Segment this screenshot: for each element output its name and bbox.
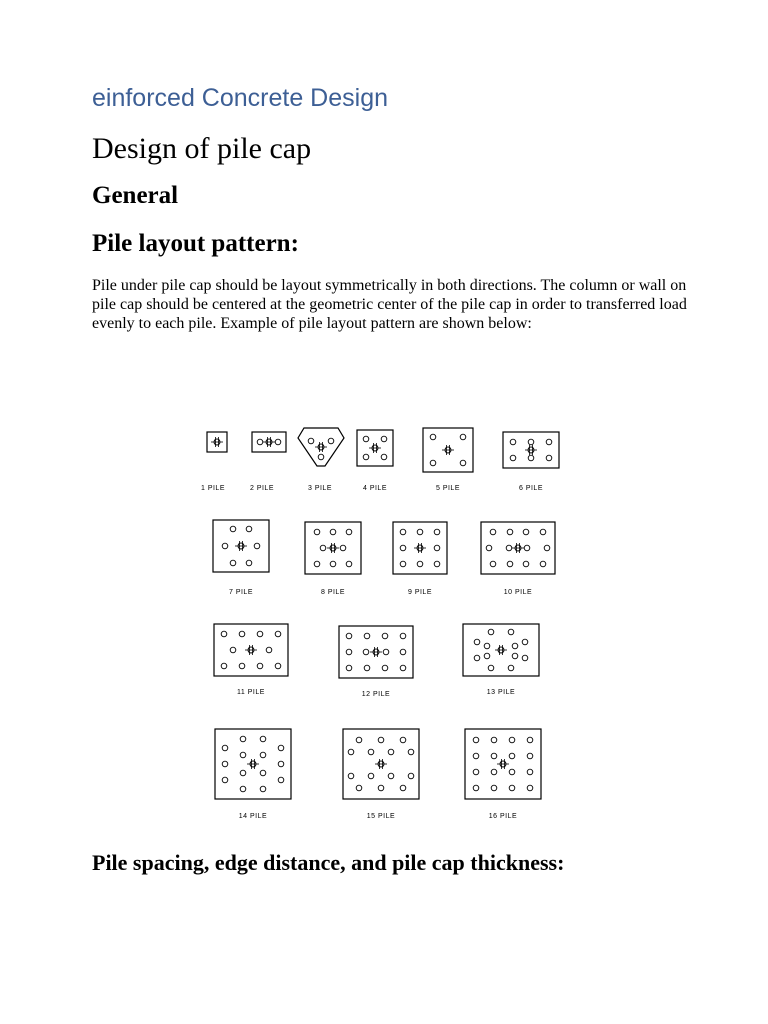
pile-circle: [544, 545, 550, 551]
pile-circle: [308, 438, 314, 444]
pile-cap-label: 7 PILE: [228, 589, 254, 596]
pile-circle: [508, 665, 514, 671]
pile-circle: [508, 629, 514, 635]
pile-circle: [363, 649, 369, 655]
pile-circle: [383, 649, 389, 655]
pile-circle: [368, 773, 374, 779]
pile-circle: [400, 529, 406, 535]
pile-cap-label: 16 PILE: [488, 813, 518, 820]
pile-circle: [434, 529, 440, 535]
pile-circle: [430, 460, 436, 466]
pile-circle: [491, 769, 497, 775]
pile-circle: [260, 752, 266, 758]
pile-circle: [381, 436, 387, 442]
pile-circle: [257, 439, 263, 445]
pile-circle: [528, 455, 534, 461]
pile-circle: [527, 737, 533, 743]
pile-circle: [540, 529, 546, 535]
pile-circle: [523, 529, 529, 535]
pile-circle: [510, 455, 516, 461]
pile-circle: [346, 529, 352, 535]
pile-circle: [381, 454, 387, 460]
pile-cap-label: 6 PILE: [518, 485, 544, 492]
pile-circle: [230, 560, 236, 566]
pile-circle: [408, 773, 414, 779]
pile-cap-label: 11 PILE: [237, 689, 265, 696]
pile-circle: [368, 749, 374, 755]
pile-circle: [254, 543, 260, 549]
pile-cap-label: 2 PILE: [249, 485, 275, 492]
subsection-heading-spacing: Pile spacing, edge distance, and pile cap thickness:: [92, 850, 565, 875]
pile-circle: [540, 561, 546, 567]
pile-circle: [382, 665, 388, 671]
pile-cap-label: 8 PILE: [320, 589, 346, 596]
pile-cap-label: 3 PILE: [307, 485, 333, 492]
pile-circle: [491, 753, 497, 759]
pile-circle: [328, 438, 334, 444]
pile-circle: [356, 785, 362, 791]
pile-circle: [240, 752, 246, 758]
pile-circle: [240, 736, 246, 742]
pile-circle: [260, 736, 266, 742]
pile-circle: [488, 665, 494, 671]
pile-circle: [417, 561, 423, 567]
pile-circle: [222, 745, 228, 751]
pile-circle: [473, 737, 479, 743]
pile-circle: [275, 631, 281, 637]
pile-circle: [473, 769, 479, 775]
pile-cap-label: 5 PILE: [435, 485, 461, 492]
pile-circle: [222, 777, 228, 783]
pile-circle: [240, 786, 246, 792]
pile-circle: [275, 663, 281, 669]
pile-circle: [314, 529, 320, 535]
pile-circle: [348, 749, 354, 755]
pile-circle: [340, 545, 346, 551]
pile-circle: [275, 439, 281, 445]
pile-cap-label: 10 PILE: [503, 589, 533, 596]
pile-circle: [528, 439, 534, 445]
pile-circle: [491, 737, 497, 743]
pile-circle: [509, 737, 515, 743]
pile-circle: [266, 647, 272, 653]
pile-circle: [512, 653, 518, 659]
subsection-heading-layout: Pile layout pattern:: [92, 230, 299, 257]
pile-circle: [240, 770, 246, 776]
pile-circle: [388, 749, 394, 755]
pile-circle: [346, 561, 352, 567]
pile-circle: [546, 439, 552, 445]
pile-circle: [388, 773, 394, 779]
pile-circle: [314, 561, 320, 567]
pile-circle: [346, 633, 352, 639]
pile-circle: [222, 761, 228, 767]
section-heading-general: General: [92, 182, 179, 209]
pile-circle: [330, 561, 336, 567]
pile-circle: [364, 633, 370, 639]
pile-circle: [417, 529, 423, 535]
pile-circle: [460, 460, 466, 466]
pile-circle: [346, 665, 352, 671]
pile-circle: [400, 633, 406, 639]
pile-circle: [474, 639, 480, 645]
pile-circle: [512, 643, 518, 649]
pile-circle: [430, 434, 436, 440]
pile-circle: [408, 749, 414, 755]
pile-circle: [221, 631, 227, 637]
pile-circle: [400, 561, 406, 567]
pile-circle: [400, 665, 406, 671]
pile-cap-label: 14 PILE: [238, 813, 268, 820]
pile-circle: [491, 785, 497, 791]
pile-circle: [506, 545, 512, 551]
pile-circle: [246, 526, 252, 532]
pile-circle: [522, 639, 528, 645]
site-title[interactable]: einforced Concrete Design: [92, 84, 388, 112]
pile-circle: [510, 439, 516, 445]
pile-circle: [524, 545, 530, 551]
pile-circle: [278, 761, 284, 767]
pile-circle: [527, 785, 533, 791]
pile-circle: [382, 633, 388, 639]
pile-circle: [522, 655, 528, 661]
pile-circle: [473, 785, 479, 791]
pile-circle: [488, 629, 494, 635]
pile-circle: [486, 545, 492, 551]
pile-circle: [523, 561, 529, 567]
pile-circle: [260, 786, 266, 792]
pile-circle: [509, 769, 515, 775]
pile-circle: [474, 655, 480, 661]
pile-circle: [434, 545, 440, 551]
pile-circle: [484, 643, 490, 649]
pile-circle: [484, 653, 490, 659]
pile-circle: [363, 436, 369, 442]
pile-circle: [257, 663, 263, 669]
pile-circle: [364, 665, 370, 671]
pile-circle: [278, 777, 284, 783]
pile-circle: [509, 753, 515, 759]
pile-circle: [400, 545, 406, 551]
pile-circle: [400, 649, 406, 655]
pile-circle: [246, 560, 252, 566]
pile-circle: [346, 649, 352, 655]
pile-circle: [490, 561, 496, 567]
pile-circle: [222, 543, 228, 549]
pile-circle: [378, 785, 384, 791]
pile-circle: [527, 753, 533, 759]
pile-circle: [356, 737, 362, 743]
pile-cap-label: 12 PILE: [361, 691, 391, 698]
pile-circle: [278, 745, 284, 751]
pile-circle: [507, 561, 513, 567]
pile-cap-label: 1 PILE: [200, 485, 226, 492]
pile-circle: [473, 753, 479, 759]
pile-circle: [230, 526, 236, 532]
pile-circle: [460, 434, 466, 440]
pile-circle: [507, 529, 513, 535]
layout-paragraph: Pile under pile cap should be layout symmetrically in both directions. The column or wall on pile cap should be centered at the geometric center of the pile cap in order to transferred load evenly to each pile. Example of pile layout pattern are shown below:: [92, 277, 687, 332]
pile-cap-label: 9 PILE: [407, 589, 433, 596]
pile-circle: [527, 769, 533, 775]
pile-circle: [400, 737, 406, 743]
pile-circle: [260, 770, 266, 776]
pile-circle: [400, 785, 406, 791]
pile-circle: [509, 785, 515, 791]
pile-cap-label: 4 PILE: [362, 485, 388, 492]
pile-circle: [490, 529, 496, 535]
pile-circle: [257, 631, 263, 637]
pile-circle: [363, 454, 369, 460]
pile-circle: [348, 773, 354, 779]
page-title: Design of pile cap: [92, 132, 312, 165]
pile-circle: [239, 631, 245, 637]
pile-circle: [546, 455, 552, 461]
pile-circle: [434, 561, 440, 567]
pile-circle: [318, 454, 324, 460]
pile-cap-label: 15 PILE: [366, 813, 396, 820]
pile-circle: [330, 529, 336, 535]
pile-circle: [221, 663, 227, 669]
pile-circle: [230, 647, 236, 653]
pile-circle: [239, 663, 245, 669]
pile-circle: [320, 545, 326, 551]
pile-circle: [378, 737, 384, 743]
pile-cap-label: 13 PILE: [486, 689, 516, 696]
